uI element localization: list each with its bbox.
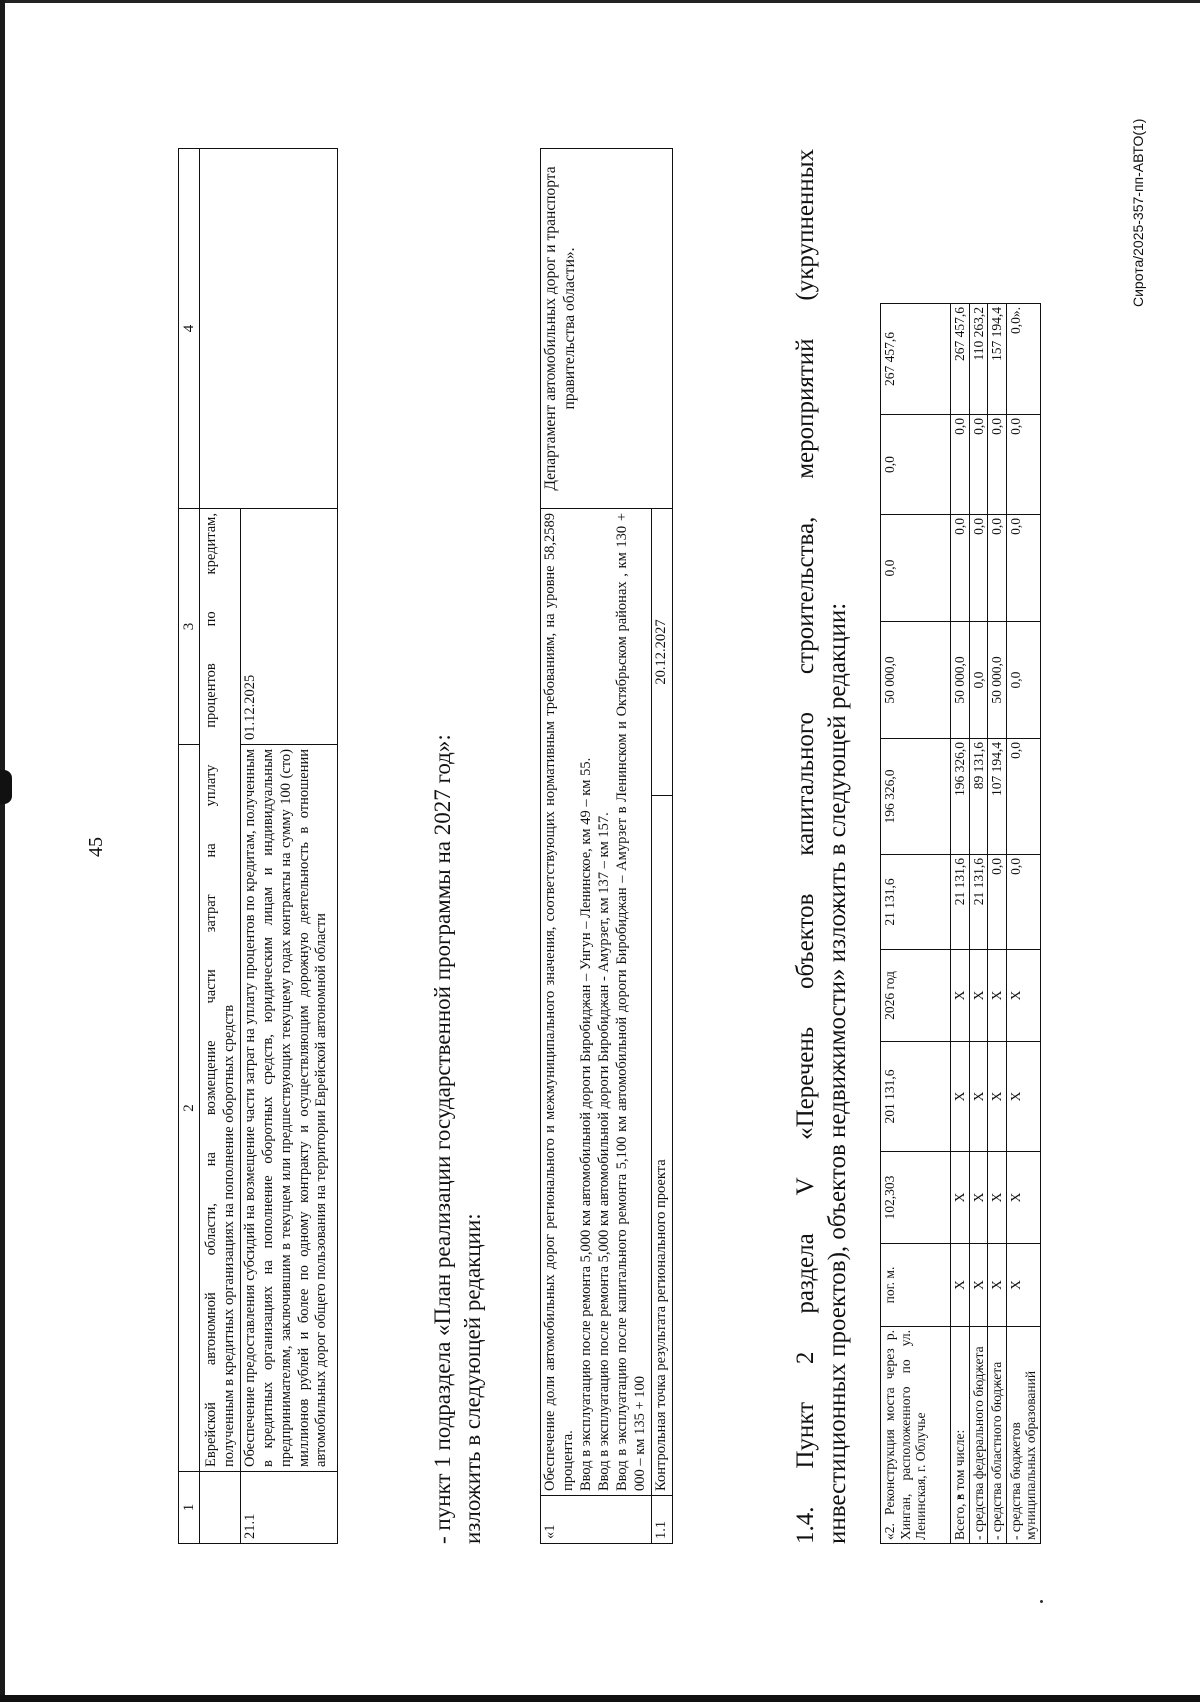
table-cell: 0,0 — [988, 515, 1007, 622]
table-cell: пог. м. — [881, 1244, 951, 1327]
row-date: 01.12.2025 — [241, 509, 338, 745]
table-cell: 157 194,4 — [988, 304, 1007, 415]
table-cell: 0,0 — [1006, 515, 1040, 622]
table-row — [1006, 304, 1040, 1544]
continuation-line: Еврейской автономной области, на возмещение части затрат на уплату процентов по кредитам, — [203, 513, 220, 1467]
table-cell: 0,0 — [1006, 855, 1040, 950]
row-label: Всего, в том числе: — [951, 1327, 970, 1544]
heading-line: изложить в следующей редакции: — [460, 1213, 485, 1544]
heading-line: инвестиционных проектов), объектов недвижимости» изложить в следующей редакции: — [824, 602, 851, 1544]
row-label: «2. Реконструкция моста через р. Хинган, расположенного по ул. Ленинская, г. Облучье — [881, 1327, 951, 1544]
table-cell: 110 263,2 — [969, 304, 988, 415]
table-cell: 196 326,0 — [951, 739, 970, 855]
heading-line: 1.4. Пункт 2 раздела V «Перечень объектов капитального строительства, мероприятий (укрупненных — [792, 149, 819, 1544]
row-paragraph: Ввод в эксплуатацию после капитального ремонта 5,100 км автомобильной дороги Биробиджан – Амурзет в Ленинском и Октябрьском районах , км 130 + 000 – км 135 + 100 — [613, 512, 648, 1491]
table-cell: Х — [988, 1152, 1007, 1244]
table-row — [881, 304, 951, 1544]
row-text — [541, 508, 652, 1495]
table-cell: 0,0 — [988, 415, 1007, 515]
row-text: Обеспечение предоставления субсидий на возмещение части затрат на уплату процентов по кредитам, полученным в кредитных организациях на пополнение оборотных средств, юридическим лицам и индивидуальным предпринимателям, заключившим в текущем или предшествующих текущему годах контракты на сумму 100 (сто) миллионов рублей и более по одному контракту и осуществляющим дорожную деятельность в отношении автомобильных дорог общего пользования на территории Еврейской автономной области — [241, 745, 338, 1472]
row-number: «1 — [541, 1496, 652, 1544]
table-cell: Х — [969, 1244, 988, 1327]
row-paragraph: Ввод в эксплуатацию после ремонта 5,000 км автомобильной дороги Биробиджан – Унгун – Ленинское, км 49 – км 55. — [577, 757, 594, 1491]
row-label: - средства бюджетов муниципальных образований — [1006, 1327, 1040, 1544]
table-cell: Х — [988, 1244, 1007, 1327]
page-number: 45 — [85, 837, 107, 857]
continuation-text-cell — [200, 509, 241, 1472]
header-cell: 4 — [179, 149, 200, 509]
table-cell: Х — [951, 1042, 970, 1152]
table-cell: 21 131,6 — [881, 855, 951, 950]
table-cell: 196 326,0 — [881, 739, 951, 855]
table-cell: Х — [988, 1042, 1007, 1152]
row-text: Контрольная точка результата регионального проекта — [651, 796, 672, 1496]
table-cell: 0,0 — [969, 515, 988, 622]
plan-2027-table — [540, 148, 673, 1544]
table-cell: 107 194,4 — [988, 739, 1007, 855]
table-row — [200, 149, 241, 1544]
table-cell: 0,0 — [881, 415, 951, 515]
table-cell: 0,0 — [1006, 622, 1040, 739]
table-cell: Х — [951, 1244, 970, 1327]
table-cell: Х — [969, 950, 988, 1042]
table-cell: Х — [1006, 1152, 1040, 1244]
table-cell: 267 457,6 — [951, 304, 970, 415]
table-cell: 2026 год — [881, 950, 951, 1042]
table-cell: Х — [951, 1152, 970, 1244]
table-cell: 0,0 — [969, 622, 988, 739]
plan-table-continuation — [178, 148, 338, 1544]
table-cell: 0,0 — [1006, 415, 1040, 515]
table-cell: 201 131,6 — [881, 1042, 951, 1152]
responsible-department: Департамент автомобильных дорог и транспорта правительства области». — [541, 148, 673, 508]
table-row — [951, 304, 970, 1544]
empty-number-cell — [200, 1472, 241, 1544]
row-number: 1.1 — [651, 1496, 672, 1544]
heading-line: - пункт 1 подраздела «План реализации государственной программы на 2027 год»: — [430, 734, 455, 1544]
row-label: - средства федерального бюджета — [969, 1327, 988, 1544]
section-heading-objects — [790, 149, 854, 1544]
table-cell: 0,0 — [881, 515, 951, 622]
table-cell: 0,0 — [1006, 739, 1040, 855]
row-number: 21.1 — [241, 1472, 338, 1544]
table-cell: 50 000,0 — [951, 622, 970, 739]
row-label: - средства областного бюджета — [988, 1327, 1007, 1544]
table-cell: 21 131,6 — [951, 855, 970, 950]
header-cell: 2 — [179, 745, 200, 1472]
section-heading-plan-2027 — [428, 149, 488, 1544]
table-cell: 50 000,0 — [988, 622, 1007, 739]
table-cell: Х — [988, 950, 1007, 1042]
table-cell: 89 131,6 — [969, 739, 988, 855]
table-cell: 0,0 — [988, 855, 1007, 950]
table-row — [988, 304, 1007, 1544]
table-cell: 0,0». — [1006, 304, 1040, 415]
row-paragraph: Ввод в эксплуатацию после ремонта 5,000 км автомобильной дороги Биробиджан - Амурзет, км 137 – км 157. — [595, 812, 612, 1491]
table-cell: 0,0 — [969, 415, 988, 515]
empty-responsible-cell — [200, 149, 338, 509]
table-row — [969, 304, 988, 1544]
continuation-line: полученным в кредитных организациях на пополнение оборотных средств — [221, 1004, 238, 1467]
row-paragraph: Обеспечение доли автомобильных дорог регионального и межмуниципального значения, соответствующих нормативным требованиям, на уровне 58,2589 процента. — [542, 512, 576, 1491]
table-cell: Х — [969, 1152, 988, 1244]
table-cell: 102,303 — [881, 1152, 951, 1244]
table-cell: Х — [1006, 1244, 1040, 1327]
table-cell: 0,0 — [951, 415, 970, 515]
capital-objects-table — [880, 303, 1041, 1544]
table-cell: 21 131,6 — [969, 855, 988, 950]
table-header-row — [179, 149, 200, 1544]
table-cell: Х — [951, 950, 970, 1042]
table-cell: Х — [969, 1042, 988, 1152]
table-row — [541, 148, 652, 1543]
table-cell: 50 000,0 — [881, 622, 951, 739]
table-cell: Х — [1006, 1042, 1040, 1152]
row-date: 20.12.2027 — [651, 508, 672, 795]
table-cell: 267 457,6 — [881, 304, 951, 415]
table-cell: 0,0 — [951, 515, 970, 622]
document-code: Сирота/2025-357-пп-АВТО(1) — [1130, 118, 1146, 307]
table-cell: Х — [1006, 950, 1040, 1042]
header-cell: 1 — [179, 1472, 200, 1544]
header-cell: 3 — [179, 509, 200, 745]
